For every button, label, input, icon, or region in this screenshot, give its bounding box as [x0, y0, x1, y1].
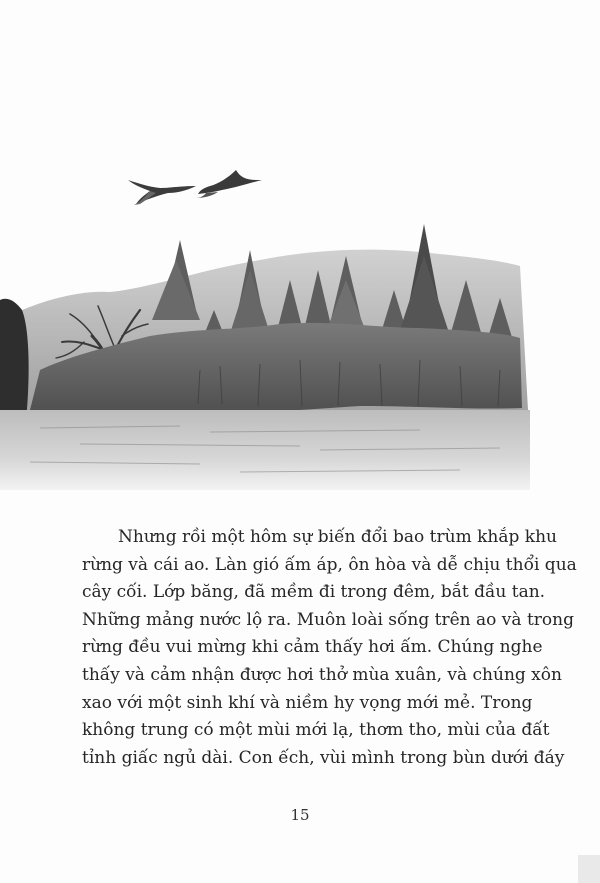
page-number: 15	[290, 806, 310, 824]
text-line: rừng đều vui mừng khi cảm thấy hơi ấm. Chúng nghe	[82, 637, 543, 658]
text-line: thấy và cảm nhận được hơi thở mùa xuân, và chúng xôn	[82, 664, 562, 685]
goose-left	[128, 180, 196, 205]
text-line: Những mảng nước lộ ra. Muôn loài sống trên ao và trong	[82, 609, 574, 630]
pond-water	[0, 410, 530, 490]
text-line: Nhưng rồi một hôm sự biến đổi bao trùm khắp khu	[118, 527, 557, 547]
page-corner-shade	[578, 855, 600, 883]
text-line: cây cối. Lớp băng, đã mềm đi trong đêm, bắt đầu tan.	[82, 582, 546, 603]
text-line: xao với một sinh khí và niềm hy vọng mới mẻ. Trong	[82, 692, 533, 713]
text-line: rừng và cái ao. Làn gió ấm áp, ôn hòa và dễ chịu thổi qua	[82, 554, 577, 575]
story-paragraph	[82, 524, 577, 772]
landscape-illustration	[0, 160, 540, 490]
text-line: tỉnh giấc ngủ dài. Con ếch, vùi mình trong bùn dưới đáy	[82, 747, 565, 768]
goose-right	[196, 170, 262, 198]
text-line: không trung có một mùi mới lạ, thơm tho, mùi của đất	[82, 720, 550, 741]
